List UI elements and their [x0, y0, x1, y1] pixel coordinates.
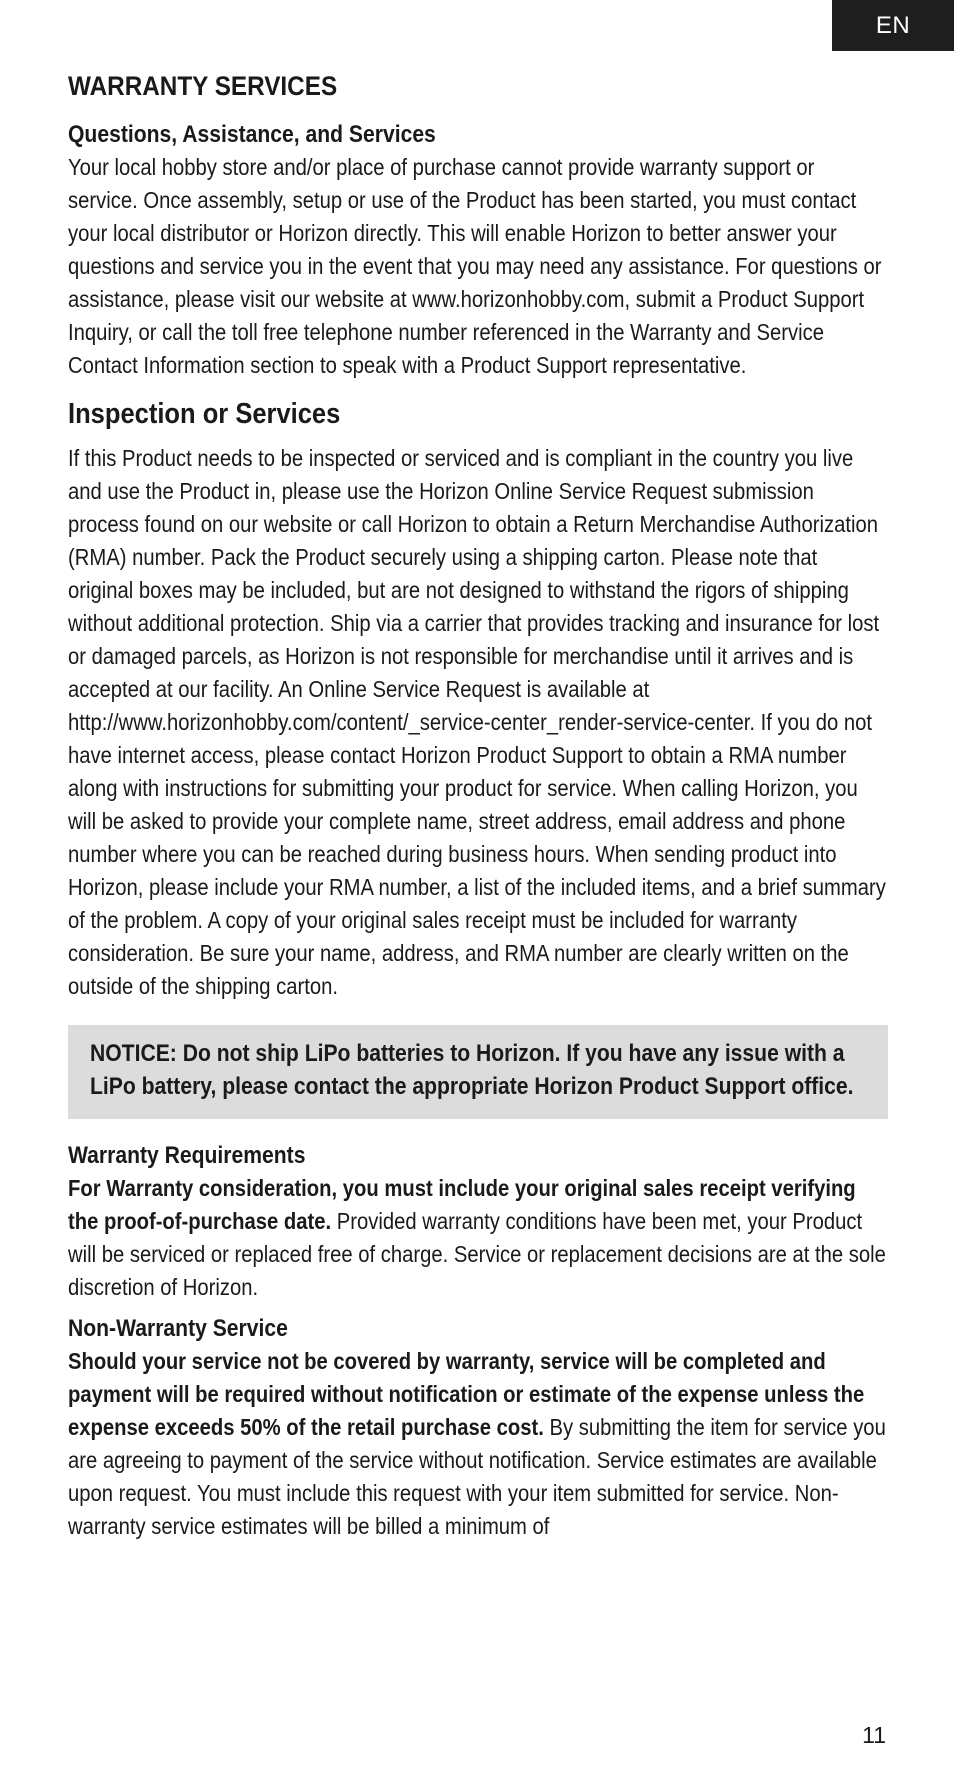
page-number: 11: [862, 1722, 886, 1748]
non-warranty-section: [68, 1312, 888, 1543]
warranty-requirements-body: [68, 1172, 888, 1304]
inspection-body: If this Product needs to be inspected or serviced and is compliant in the country you live and use the Product in, please use the Horizon Online Service Request submission process found on our website or call Horizon to obtain a Return Merchandise Authorization (RMA) number. Pack the Product securely using a shipping carton. Please note that original boxes may be included, but are not designed to withstand the rigors of shipping without additional protection. Ship via a carrier that provides tracking and insurance for lost or damaged parcels, as Horizon is not responsible for merchandise until it arrives and is accepted at our facility. An Online Service Request is available at http://www.horizonhobby.com/content/_service-center_render-service-center. If you do not have internet access, please contact Horizon Product Support to obtain a RMA number along with instructions for submitting your product for service. When calling Horizon, you will be asked to provide your complete name, street address, email address and phone number where you can be reached during business hours. When sending product into Horizon, please include your RMA number, a list of the included items, and a brief summary of the problem. A copy of your original sales receipt must be included for warranty consideration. Be sure your name, address, and RMA number are clearly written on the outside of the shipping carton.: [68, 445, 886, 1000]
warranty-requirements-text: Provided warranty conditions have been met, your Product will be serviced or replaced free of charge. Service or replacement decisions are at the sole discretion of Horizon.: [68, 1208, 886, 1301]
language-label: EN: [875, 11, 911, 39]
page-title: WARRANTY SERVICES: [68, 71, 338, 101]
warranty-requirements-section: [68, 1139, 888, 1304]
inspection-heading: Inspection or Services: [68, 398, 341, 431]
non-warranty-heading: Non-Warranty Service: [68, 1315, 288, 1343]
warranty-requirements-wrapper: [68, 1139, 888, 1304]
warranty-requirements-bold: For Warranty consideration, you must include your original sales receipt verifying the proof-of-purchase date.: [68, 1175, 856, 1235]
questions-heading: Questions, Assistance, and Services: [68, 121, 436, 149]
questions-section: [68, 118, 888, 382]
non-warranty-bold: Should your service not be covered by warranty, service will be completed and payment will be required without notification or estimate of the expense unless the expense exceeds 50% of the retail purchase cost.: [68, 1348, 865, 1441]
page-content: [68, 70, 888, 1543]
non-warranty-wrapper: [68, 1312, 888, 1543]
non-warranty-text: By submitting the item for service you are agreeing to payment of the service without notification. Service estimates are available upon request. You must include this request with your item submitted for service. Non-warranty service estimates will be billed a minimum of: [68, 1414, 886, 1540]
non-warranty-body: [68, 1345, 888, 1543]
inspection-section: [68, 396, 888, 1003]
notice-box: [68, 1025, 888, 1119]
notice-text: NOTICE: Do not ship LiPo batteries to Horizon. If you have any issue with a LiPo battery, please contact the appropriate Horizon Product Support office.: [90, 1040, 854, 1101]
warranty-requirements-heading: Warranty Requirements: [68, 1142, 306, 1170]
questions-wrapper: [68, 118, 888, 382]
inspection-wrapper: [68, 396, 888, 1003]
language-tab: [832, 0, 954, 51]
questions-body: Your local hobby store and/or place of purchase cannot provide warranty support or service. Once assembly, setup or use of the Product has been started, you must contact your local distributor or Horizon directly. This will enable Horizon to better answer your questions and service you in the event that you may need any assistance. For questions or assistance, please visit our website at www.horizonhobby.com, submit a Product Support Inquiry, or call the toll free telephone number referenced in the Warranty and Service Contact Information section to speak with a Product Support representative.: [68, 154, 882, 379]
notice-wrapper: [90, 1037, 866, 1103]
